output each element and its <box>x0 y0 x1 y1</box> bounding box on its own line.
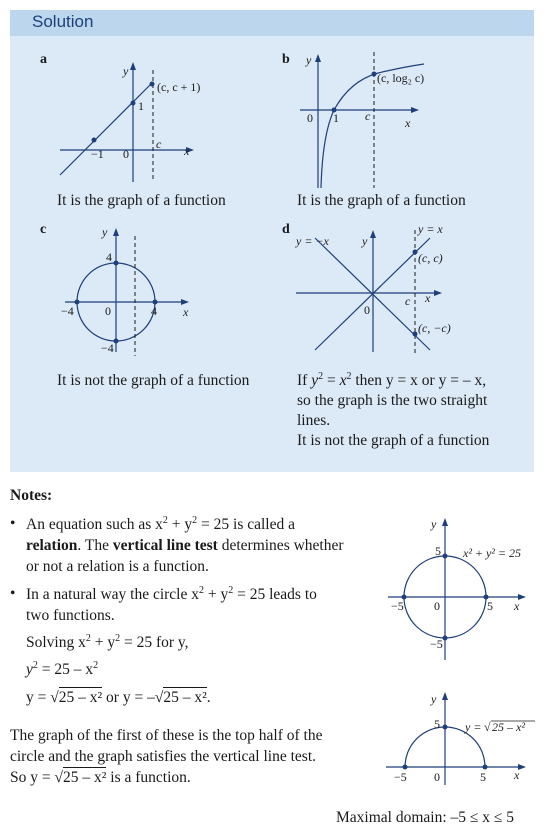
graph-a-x-label: x <box>184 144 190 158</box>
notes-heading: Notes: <box>10 487 53 504</box>
para-line1: The graph of the first of these is the top half of the <box>10 727 323 744</box>
graph-c-tick-neg4y: −4 <box>101 341 114 355</box>
graph-a-tick-1: 1 <box>138 99 144 113</box>
graph-a-point-label: (c, c + 1) <box>157 80 201 94</box>
side-circle-t5y: 5 <box>435 544 441 558</box>
bullet-2-icon: • <box>10 585 16 602</box>
side-circle-tn5: −5 <box>391 599 404 613</box>
graph-b-tick-1: 1 <box>333 111 339 125</box>
side-semi-x-label: x <box>514 768 520 782</box>
graph-c-caption: It is not the graph of a function <box>57 372 250 389</box>
graph-d-caption-line2: so the graph is the two straight <box>297 392 488 409</box>
side-circle-x-label: x <box>514 599 520 613</box>
graph-a-y-label: y <box>123 64 129 78</box>
note-1-line3: or not a relation is a function. <box>26 558 209 575</box>
graph-c-tick-4y: 4 <box>106 250 112 264</box>
graph-d-y-label: y <box>362 234 368 248</box>
note-1-line1: An equation such as $x^2 + y^2 = 25$ is called a <box>26 514 295 533</box>
graph-a-tick-neg1: −1 <box>91 147 104 161</box>
side-semi-eq-prefix: y = <box>465 720 482 734</box>
graph-d-line2-label: y = x <box>418 222 443 236</box>
graph-c-tick-neg4: −4 <box>61 304 74 318</box>
graph-b-label: b <box>282 52 290 67</box>
graph-b-origin: 0 <box>307 111 313 125</box>
note-1-line2: relation. The vertical line test determines whether <box>26 537 344 554</box>
side-semi-t5y: 5 <box>434 717 440 731</box>
side-semi-origin: 0 <box>434 770 440 784</box>
equation-2: y = √25 – x² or y = –√25 – x². <box>26 689 211 706</box>
graph-d-label: d <box>282 222 290 237</box>
graph-c-y-label: y <box>102 225 108 239</box>
graph-b-c: c <box>365 109 371 123</box>
graph-d-caption-line1: If $y^2 = x^2$ then y = x or y = – x, <box>297 370 487 389</box>
graph-b-x-label: x <box>405 116 411 130</box>
graph-d-origin: 0 <box>364 303 370 317</box>
side-semi-y-label: y <box>431 692 437 706</box>
bullet-1-icon: • <box>10 515 16 532</box>
graph-a-origin: 0 <box>123 147 129 161</box>
maximal-domain: Maximal domain: –5 ≤ x ≤ 5 <box>336 809 515 826</box>
graph-a-caption: It is the graph of a function <box>57 192 226 209</box>
note-2-line2: two functions. <box>26 607 115 624</box>
side-semi-t5: 5 <box>480 770 486 784</box>
graph-b-y-label: y <box>306 53 312 67</box>
graph-d-p1: (c, c) <box>418 251 443 265</box>
graph-c-x-label: x <box>183 305 189 319</box>
graph-b-point-label: (c, log₂ c) <box>377 71 425 85</box>
side-semi-eq-radicand: 25 – x² <box>492 720 525 734</box>
graph-a-label: a <box>40 52 47 67</box>
para-line3: So y = √25 – x² is a function. <box>10 769 191 786</box>
equation-1: $y^2 = 25 - x^2$ <box>26 659 99 678</box>
side-semi-tn5: −5 <box>394 770 407 784</box>
side-circle-t5: 5 <box>487 599 493 613</box>
side-circle-eq: x² + y² = 25 <box>463 546 522 560</box>
side-circle-origin: 0 <box>434 599 440 613</box>
graph-c-tick-4: 4 <box>151 304 157 318</box>
graph-b-caption: It is the graph of a function <box>297 192 466 209</box>
para-line2: circle and the graph satisfies the vertical line test. <box>10 748 317 765</box>
graph-a-c: c <box>156 137 162 151</box>
graph-d-caption-line3: lines. <box>297 412 331 429</box>
side-circle-tn5y: −5 <box>430 637 443 651</box>
graph-c-label: c <box>40 222 47 237</box>
side-circle-y-label: y <box>431 517 437 531</box>
graph-d-p2: (c, −c) <box>418 321 451 335</box>
graph-d-caption-line4: It is not the graph of a function <box>297 432 490 449</box>
svg-text:√: √ <box>484 720 491 734</box>
graph-d-x-label: x <box>425 291 431 305</box>
solving-line: Solving $x^2 + y^2 = 25$ for y, <box>26 632 189 651</box>
graph-d-line1-label: y = −x <box>296 234 329 248</box>
graph-d-c: c <box>405 294 411 308</box>
graph-c-origin: 0 <box>105 304 111 318</box>
solution-title: Solution <box>32 12 94 31</box>
note-2-line1: In a natural way the circle $x^2 + y^2 = 25$ leads to <box>26 584 317 603</box>
